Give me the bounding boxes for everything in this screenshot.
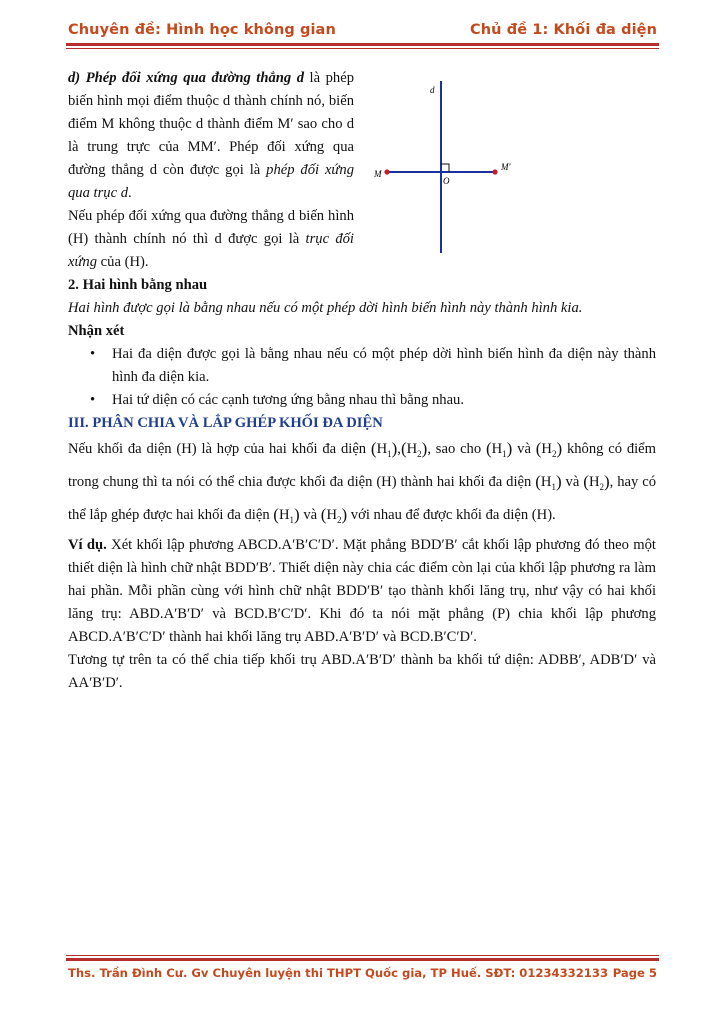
point-Mprime bbox=[492, 169, 497, 174]
remark-title: Nhận xét bbox=[68, 323, 125, 339]
term-symmetry-axis: trục đối xứng bbox=[68, 231, 354, 270]
header-left: Chuyên đề: Hình học không gian bbox=[68, 22, 336, 38]
closing-paragraph: Tương tự trên ta có thể chia tiếp khối trụ ABD.A′B′D′ thành ba khối tứ diện: ADBB′, ADB′D′ và AA′B′D′. bbox=[68, 651, 656, 691]
section-3-paragraph: Nếu khối đa diện (H) là hợp của hai khối đa diện $(H_1),(H_2)$, sao cho $(H_1)$ và $(H_2)$ không có điểm trong chung thì ta nói có thể chia được khối đa diện (H) thành hai khối đa diện $(H_1)$ và $(H_2)$, hay có thể lắp ghép được hai khối đa diện $(H_1)$ và $(H_2)$ với nhau để được khối đa diện (H). bbox=[68, 439, 657, 525]
section-d-paragraph-2: Nếu phép đối xứng qua đường thẳng d biến hình (H) thành chính nó thì d được gọi là trục đối xứng của (H). bbox=[68, 208, 354, 270]
page-number: Page 5 bbox=[612, 966, 657, 980]
math-H2: $(H_2)$ bbox=[583, 471, 610, 492]
section-3-title: III. PHÂN CHIA VÀ LẮP GHÉP KHỐI ĐA DIỆN bbox=[68, 415, 383, 431]
section-d-paragraph: d) Phép đối xứng qua đường thẳng d là phép biến hình mọi điểm thuộc d thành chính nó, biến điểm M không thuộc d thành điểm M′ sao cho d là trung trực của MM′. Phép đối xứng qua đường thẳng d còn được gọi là phép đối xứng qua trục d. bbox=[68, 70, 354, 201]
section-d bbox=[68, 67, 354, 274]
page-header bbox=[68, 22, 657, 38]
math-H1: $(H_1)$ bbox=[273, 504, 300, 525]
term-axis-reflection: phép đối xứng qua trục d bbox=[68, 162, 354, 201]
list-item: • Hai tứ diện có các cạnh tương ứng bằng nhau thì bằng nhau. bbox=[112, 389, 656, 412]
point-M bbox=[384, 169, 389, 174]
section-2-definition: Hai hình được gọi là bằng nhau nếu có một phép dời hình biến hình này thành hình kia. bbox=[68, 300, 583, 316]
math-H1: $(H_1)$ bbox=[535, 471, 562, 492]
section-2-title: 2. Hai hình bằng nhau bbox=[68, 277, 208, 293]
right-angle-mark bbox=[441, 164, 449, 172]
math-H2: $(H_2)$ bbox=[400, 439, 428, 459]
header-right: Chủ đề 1: Khối đa diện bbox=[470, 22, 657, 38]
math-H1: $(H_1)$ bbox=[485, 439, 513, 459]
label-M: M bbox=[374, 169, 382, 179]
math-H2: $(H_2)$ bbox=[320, 504, 348, 525]
footer-rule bbox=[66, 955, 659, 961]
example-paragraph: Ví dụ. Xét khối lập phương ABCD.A′B′C′D′. Mặt phẳng BDD′B′ cắt khối lập phương đó theo một thiết diện là hình chữ nhật BDD′B′. Thiết diện này chia các điểm còn lại của khối lập phương ra làm hai phần. Mỗi phần cùng với hình chữ nhật BDD′B′ tạo thành khối lăng trụ, như vậy có hai khối lăng trụ: ABD.A′B′D′ và BCD.B′C′D′. Khi đó ta nói mặt phẳng (P) chia khối lập phương ABCD.A′B′C′D′ thành hai khối lăng trụ ABD.A′B′D′ và BCD.B′C′D′. bbox=[68, 536, 656, 645]
math-H1: $(H_1)$ bbox=[370, 439, 398, 459]
remark-list bbox=[68, 343, 656, 412]
label-O: O bbox=[443, 176, 450, 186]
reflection-diagram bbox=[371, 75, 521, 255]
list-item: • Hai đa diện được gọi là bằng nhau nếu có một phép dời hình biến hình đa diện này thành hình đa diện kia. bbox=[112, 343, 656, 389]
footer-author: Ths. Trần Đình Cư. Gv Chuyên luyện thi THPT Quốc gia, TP Huế. SĐT: 01234332133 bbox=[68, 966, 609, 980]
header-rule bbox=[66, 43, 659, 49]
page-footer bbox=[68, 966, 657, 980]
label-d: d bbox=[430, 85, 435, 95]
reflection-figure bbox=[371, 75, 521, 255]
page-content bbox=[68, 67, 656, 695]
section-d-title: d) Phép đối xứng qua đường thẳng d bbox=[68, 70, 305, 86]
math-H2: $(H_2)$ bbox=[535, 439, 563, 459]
label-Mprime: M' bbox=[501, 162, 511, 172]
example-label: Ví dụ. bbox=[68, 536, 107, 553]
